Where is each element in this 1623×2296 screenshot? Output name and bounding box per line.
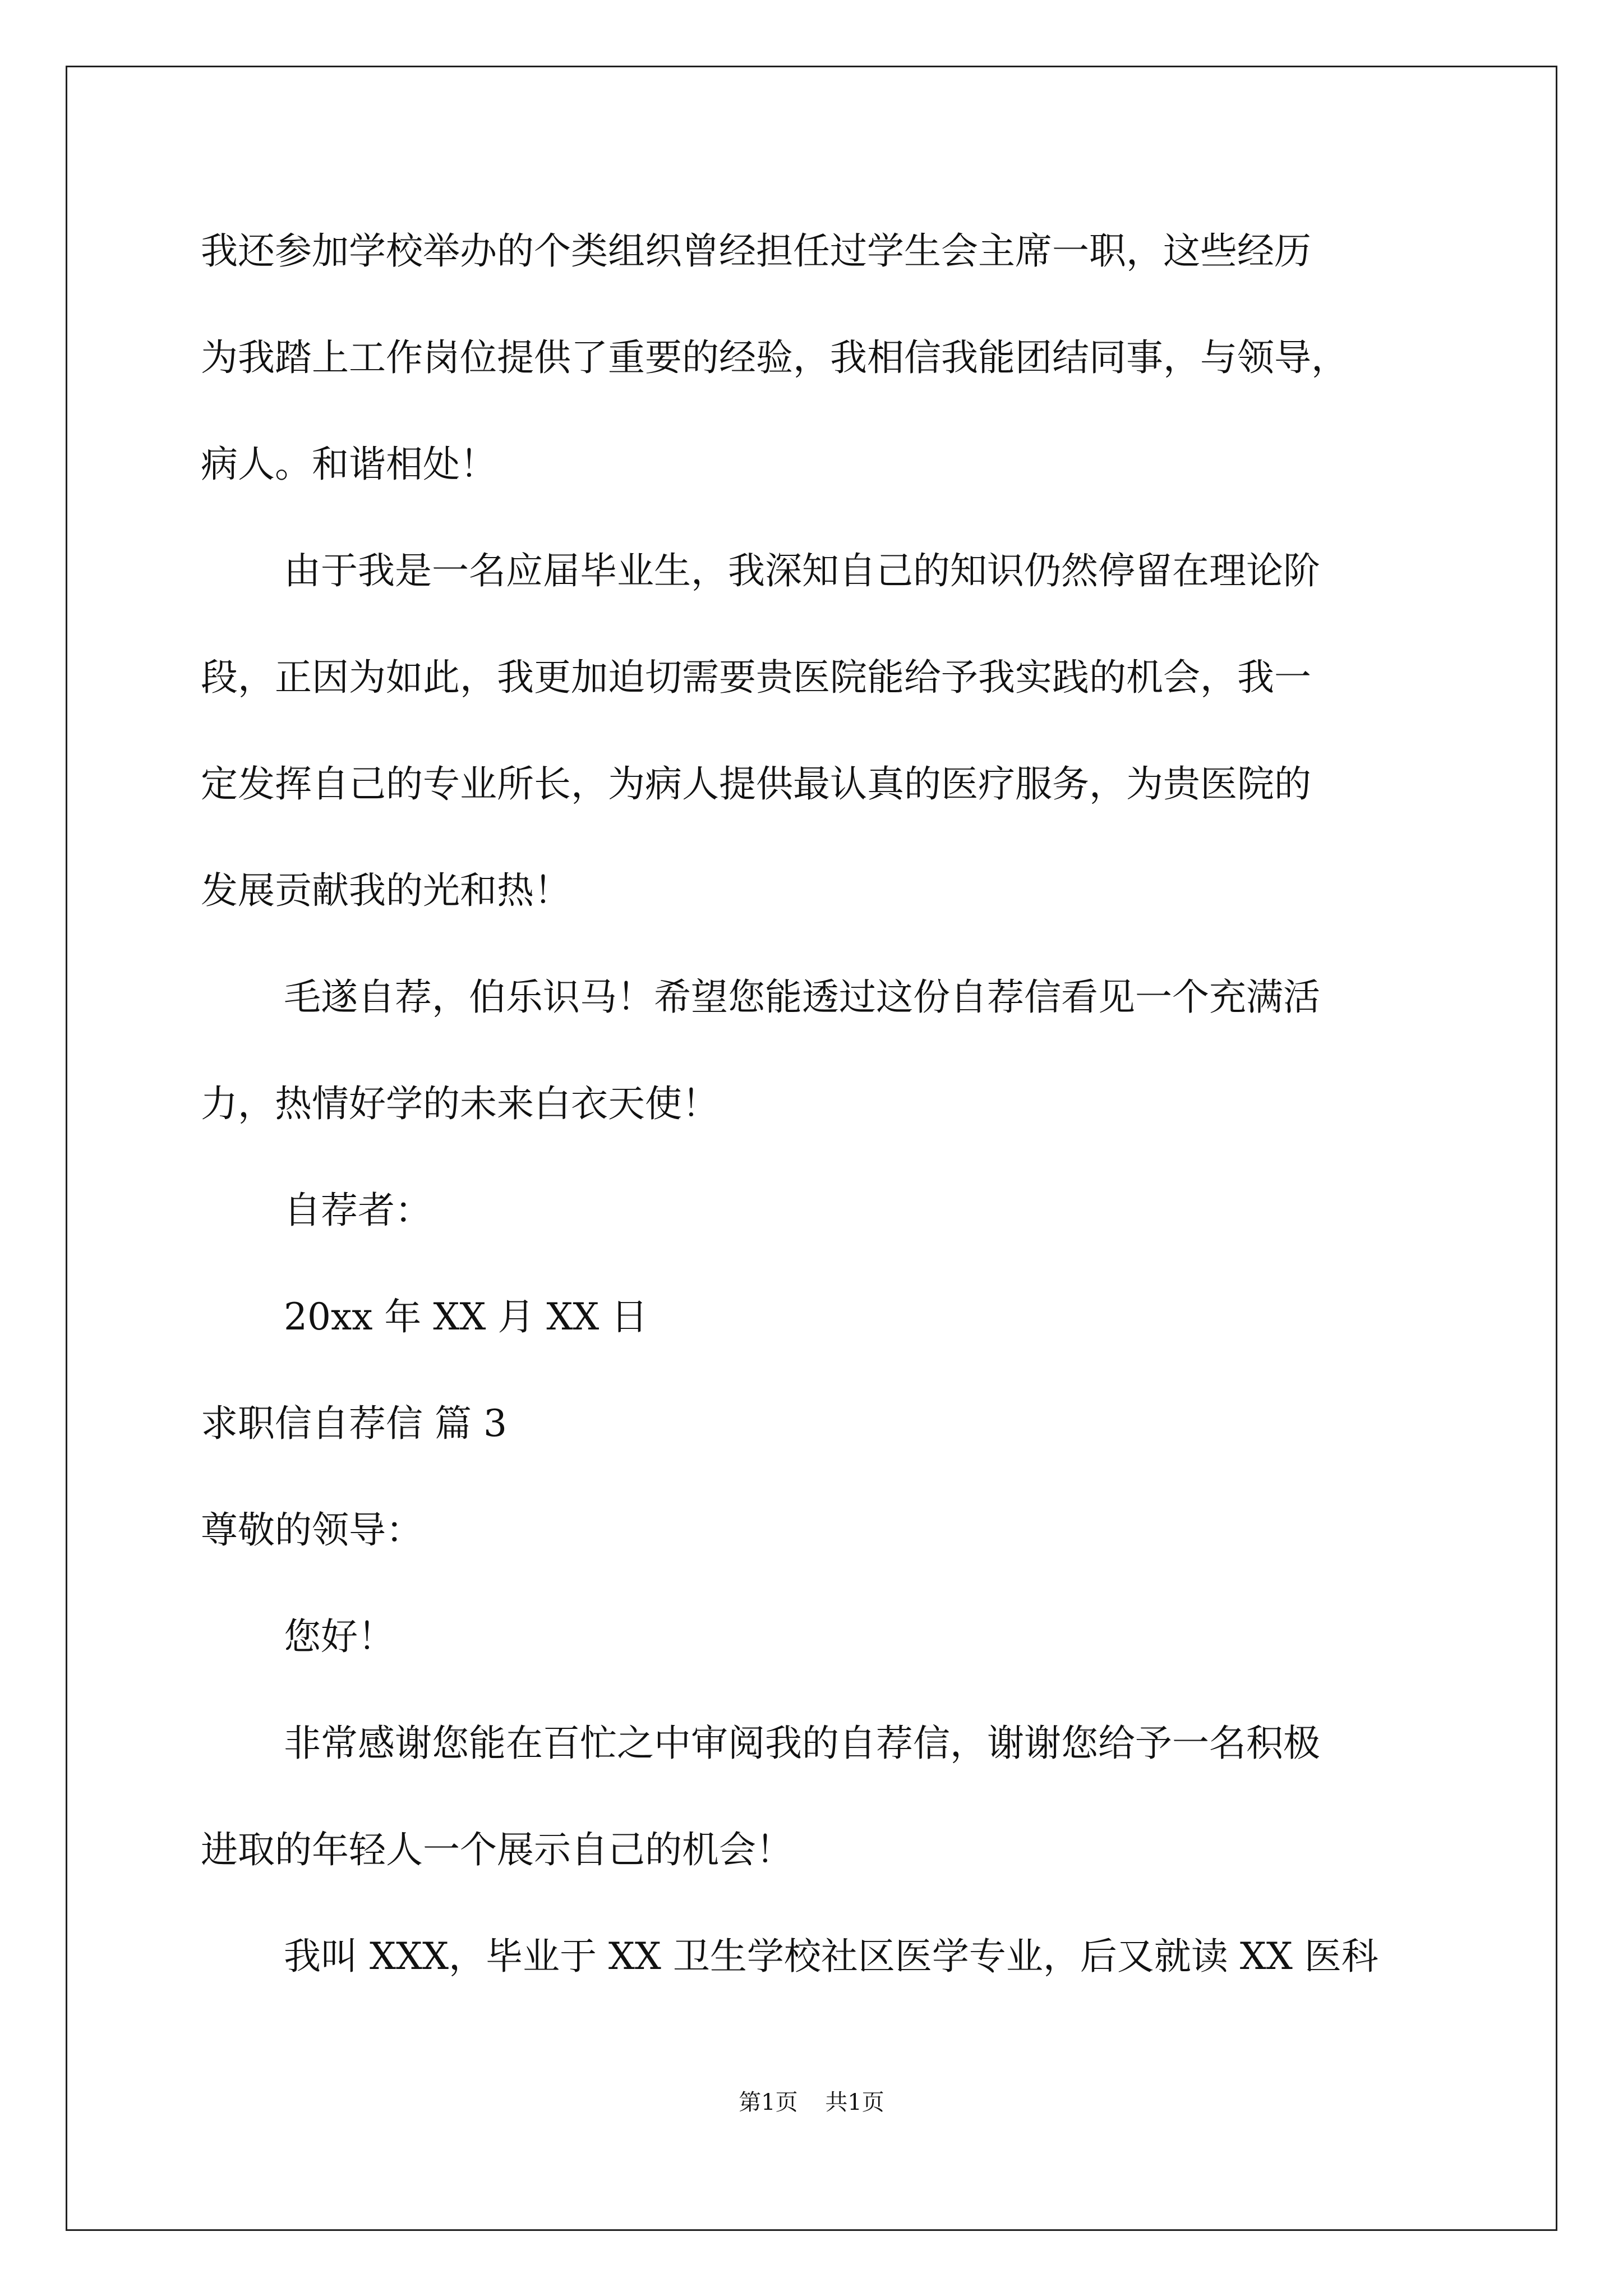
text-line: 进取的年轻人一个展示自己的机会！	[201, 1828, 793, 1871]
text-line: 力，热情好学的未来白衣天使！	[201, 1082, 719, 1125]
date-line: 20xx 年 XX 月 XX 日	[284, 1295, 648, 1338]
page-footer	[0, 2086, 1623, 2119]
page-number-current: 第1页	[739, 2090, 798, 2115]
text-line: 病人。和谐相处！	[201, 443, 497, 486]
paragraph-start-line: 我叫 XXX，毕业于 XX 卫生学校社区医学专业，后又就读 XX 医科	[284, 1935, 1378, 1978]
page-number-total: 共1页	[825, 2090, 884, 2115]
paragraph-start-line: 由于我是一名应届毕业生，我深知自己的知识仍然停留在理论阶	[284, 549, 1320, 592]
text-line: 定发挥自己的专业所长，为病人提供最认真的医疗服务，为贵医院的	[201, 762, 1311, 806]
section-heading: 求职信自荐信 篇 3	[201, 1402, 507, 1445]
salutation: 尊敬的领导：	[201, 1508, 423, 1552]
text-line: 我还参加学校举办的个类组织曾经担任过学生会主席一职，这些经历	[201, 229, 1311, 273]
greeting: 您好！	[284, 1615, 395, 1658]
text-line: 为我踏上工作岗位提供了重要的经验，我相信我能团结同事，与领导，	[201, 336, 1348, 379]
text-line: 发展贡献我的光和热！	[201, 869, 571, 912]
paragraph-start-line: 毛遂自荐，伯乐识马！希望您能透过这份自荐信看见一个充满活	[284, 976, 1320, 1019]
paragraph-start-line: 非常感谢您能在百忙之中审阅我的自荐信，谢谢您给予一名积极	[284, 1722, 1320, 1765]
signature-label: 自荐者：	[284, 1189, 432, 1232]
text-line: 段，正因为如此，我更加迫切需要贵医院能给予我实践的机会，我一	[201, 656, 1311, 699]
